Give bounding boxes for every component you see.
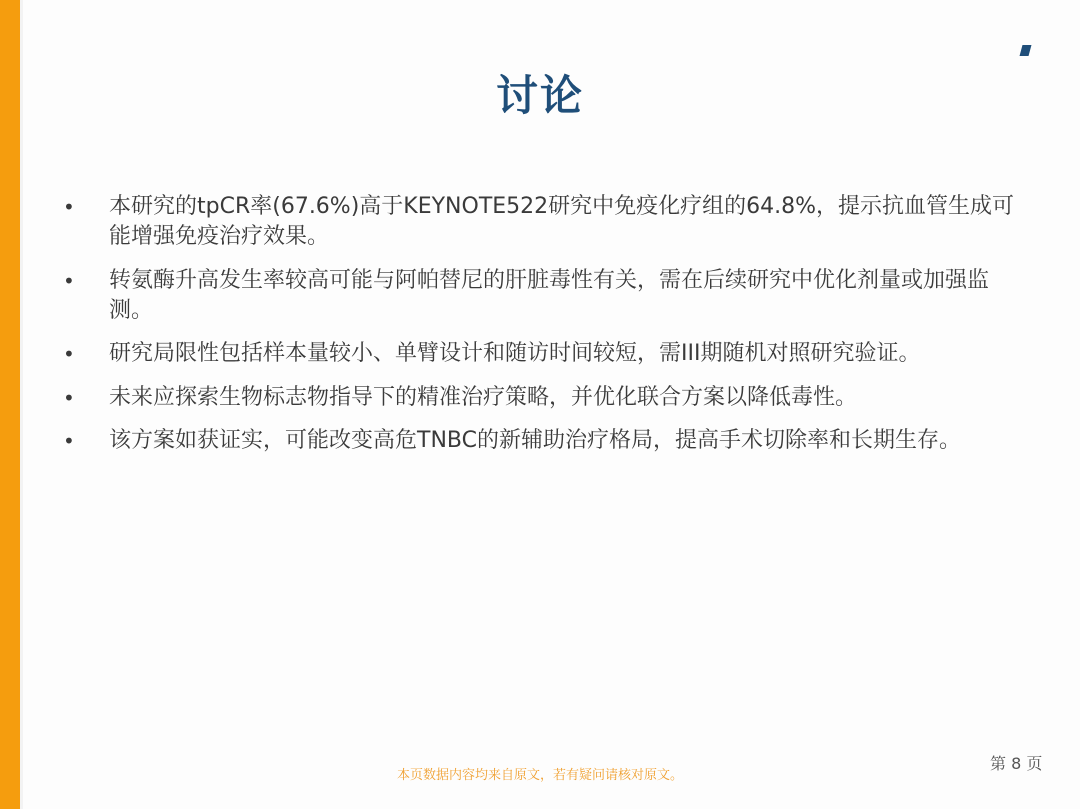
bullet-item <box>63 192 1023 252</box>
bullet-marker: • <box>63 429 75 453</box>
page-number: 第 8 页 <box>990 754 1043 773</box>
footer-disclaimer: 本页数据内容均来自原文，若有疑问请核对原文。 <box>396 768 683 783</box>
bullet-marker: • <box>63 268 75 293</box>
bullet-marker: • <box>63 342 75 366</box>
bullet-item <box>63 266 1023 326</box>
bullet-text: 本研究的tpCR率(67.6%)高于KEYNOTE522研究中免疫化疗组的64.8%，提示抗血管生成可能增强免疫治疗效果。 <box>109 194 1015 249</box>
bullet-item <box>63 339 1023 369</box>
corner-logo-mark <box>1020 45 1032 56</box>
bullet-marker: • <box>63 195 75 219</box>
bullet-text: 转氨酶升高发生率较高可能与阿帕替尼的肝脏毒性有关，需在后续研究中优化剂量或加强监测。 <box>109 267 990 323</box>
bullet-item <box>63 383 1023 413</box>
bullet-marker: • <box>63 385 75 410</box>
slide-title: 讨论 <box>495 71 584 120</box>
bullet-text: 该方案如获证实，可能改变高危TNBC的新辅助治疗格局，提高手术切除率和长期生存。 <box>109 428 961 453</box>
bullet-text: 未来应探索生物标志物指导下的精准治疗策略，并优化联合方案以降低毒性。 <box>109 384 858 410</box>
bullet-text: 研究局限性包括样本量较小、单臂设计和随访时间较短，需III期随机对照研究验证。 <box>109 341 921 366</box>
bullet-item <box>63 426 1023 456</box>
bullet-list <box>63 192 1023 470</box>
